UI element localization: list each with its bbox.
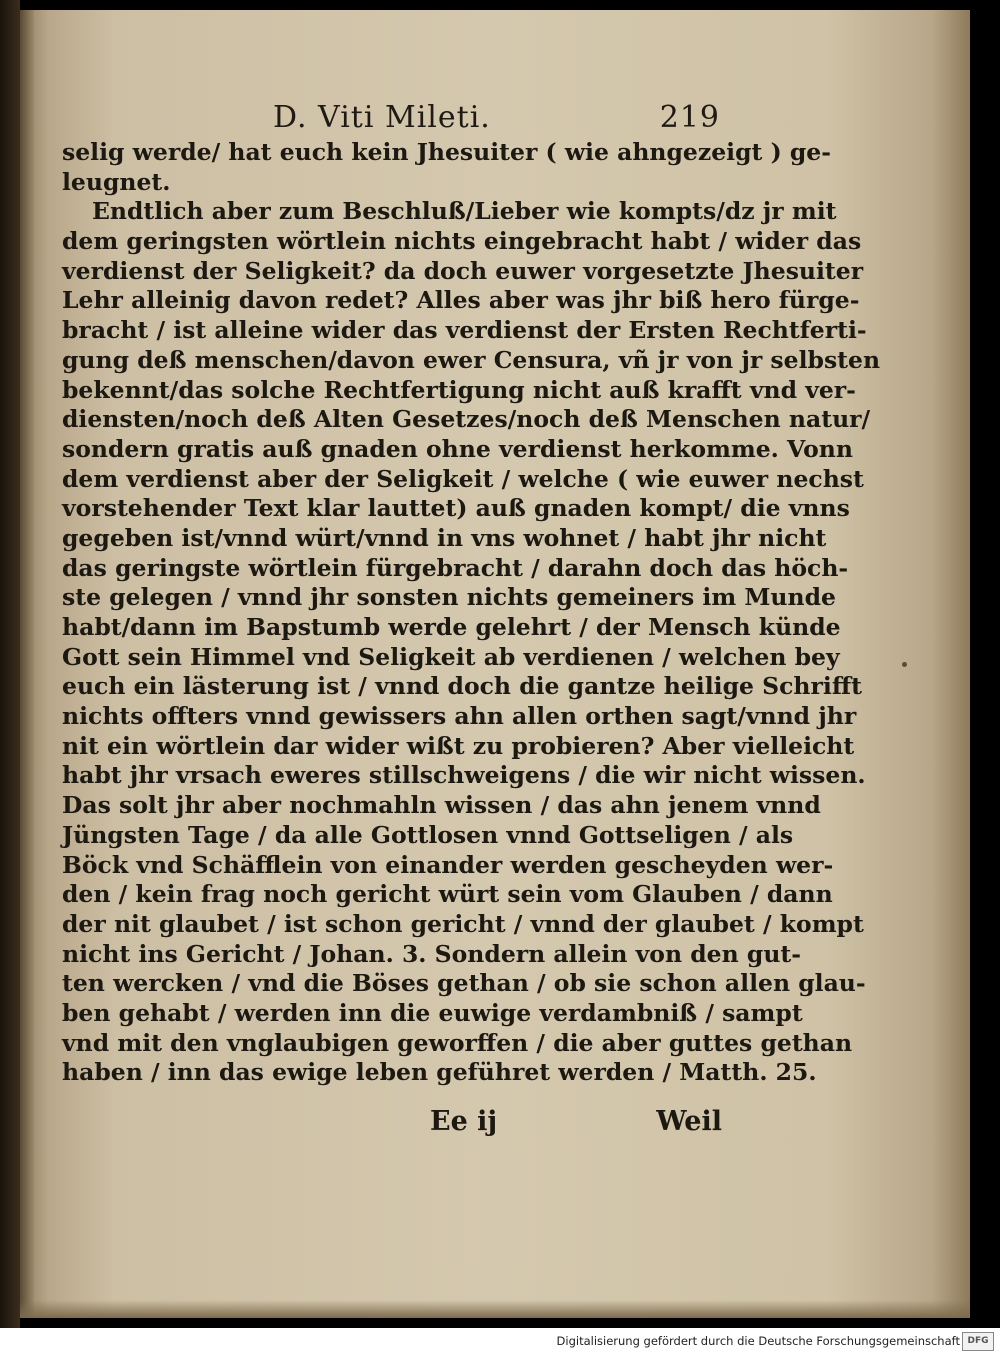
page-number: 219 xyxy=(659,100,720,135)
text-line: dem verdienst aber der Seligkeit / welche ( wie euwer nechst xyxy=(62,464,864,493)
text-line: ben gehabt / werden inn die euwige verdambniß / sampt xyxy=(62,998,803,1027)
text-line: Böck vnd Schäfflein von einander werden gescheyden wer- xyxy=(62,850,834,879)
paper-speck xyxy=(902,662,907,667)
catchword: Weil xyxy=(656,1106,722,1137)
text-line: bracht / ist alleine wider das verdienst der Ersten Rechtferti- xyxy=(62,316,867,345)
text-line: gung deß menschen/davon ewer Censura, vñ jr von jr selbsten xyxy=(62,345,881,374)
text-line: dem geringsten wörtlein nichts eingebracht habt / wider das xyxy=(62,227,862,256)
text-line: nichts offters vnnd gewissers ahn allen orthen sagt/vnnd jhr xyxy=(62,702,857,731)
book-spine xyxy=(0,0,20,1328)
text-line: das geringste wörtlein fürgebracht / darahn doch das höch- xyxy=(62,553,849,582)
text-line: Endtlich aber zum Beschluß/Lieber wie kompts/dz jr mit xyxy=(92,197,837,226)
header-title: D. Viti Mileti. xyxy=(273,100,491,135)
text-line: Jüngsten Tage / da alle Gottlosen vnnd Gottseligen / als xyxy=(62,820,794,849)
text-line: haben / inn das ewige leben geführet werden / Matth. 25. xyxy=(62,1058,817,1087)
text-line: der nit glaubet / ist schon gericht / vnnd der glaubet / kompt xyxy=(62,909,864,938)
text-line: ste gelegen / vnnd jhr sonsten nichts gemeiners im Munde xyxy=(62,583,836,612)
text-line: sondern gratis auß gnaden ohne verdienst herkomme. Vonn xyxy=(62,434,853,463)
text-line: nit ein wörtlein dar wider wißt zu probieren? Aber vielleicht xyxy=(62,731,855,760)
text-line: Gott sein Himmel vnd Seligkeit ab verdienen / welchen bey xyxy=(62,642,840,671)
text-line: verdienst der Seligkeit? da doch euwer vorgesetzte Jhesuiter xyxy=(62,256,864,285)
dfg-logo-icon: DFG xyxy=(962,1332,994,1351)
text-line: nicht ins Gericht / Johan. 3. Sondern allein von den gut- xyxy=(62,939,802,968)
text-line: Das solt jhr aber nochmahln wissen / das ahn jenem vnnd xyxy=(62,791,821,820)
credit-bar xyxy=(0,1328,1000,1354)
credit-text: Digitalisierung gefördert durch die Deutsche Forschungsgemeinschaft xyxy=(556,1334,960,1348)
text-line: selig werde/ hat euch kein Jhesuiter ( wie ahngezeigt ) ge- xyxy=(62,138,832,166)
text-line: habt/dann im Bapstumb werde gelehrt / der Mensch künde xyxy=(62,613,841,641)
text-line: gegeben ist/vnnd würt/vnnd in vns wohnet / habt jhr nicht xyxy=(62,523,827,552)
text-line: Lehr alleinig davon redet? Alles aber was jhr biß hero fürge- xyxy=(62,286,860,315)
page-footer xyxy=(62,1106,722,1140)
running-header xyxy=(40,100,720,136)
signature-mark: Ee ij xyxy=(430,1106,498,1137)
text-line: diensten/noch deß Alten Gesetzes/noch deß Menschen natur/ xyxy=(62,405,871,434)
text-line: vorstehender Text klar lauttet) auß gnaden kompt/ die vnns xyxy=(62,494,850,523)
text-line: leugnet. xyxy=(62,167,171,196)
text-line: den / kein frag noch gericht würt sein vom Glauben / dann xyxy=(62,880,833,909)
text-line: euch ein lästerung ist / vnnd doch die gantze heilige Schrifft xyxy=(62,672,862,701)
text-line: ten wercken / vnd die Böses gethan / ob sie schon allen glau- xyxy=(62,969,866,998)
text-line: bekennt/das solche Rechtfertigung nicht auß krafft vnd ver- xyxy=(62,375,856,404)
body-text xyxy=(62,138,881,1088)
text-line: vnd mit den vnglaubigen geworffen / die aber guttes gethan xyxy=(62,1028,853,1057)
text-line: habt jhr vrsach eweres stillschweigens / die wir nicht wissen. xyxy=(62,761,866,790)
